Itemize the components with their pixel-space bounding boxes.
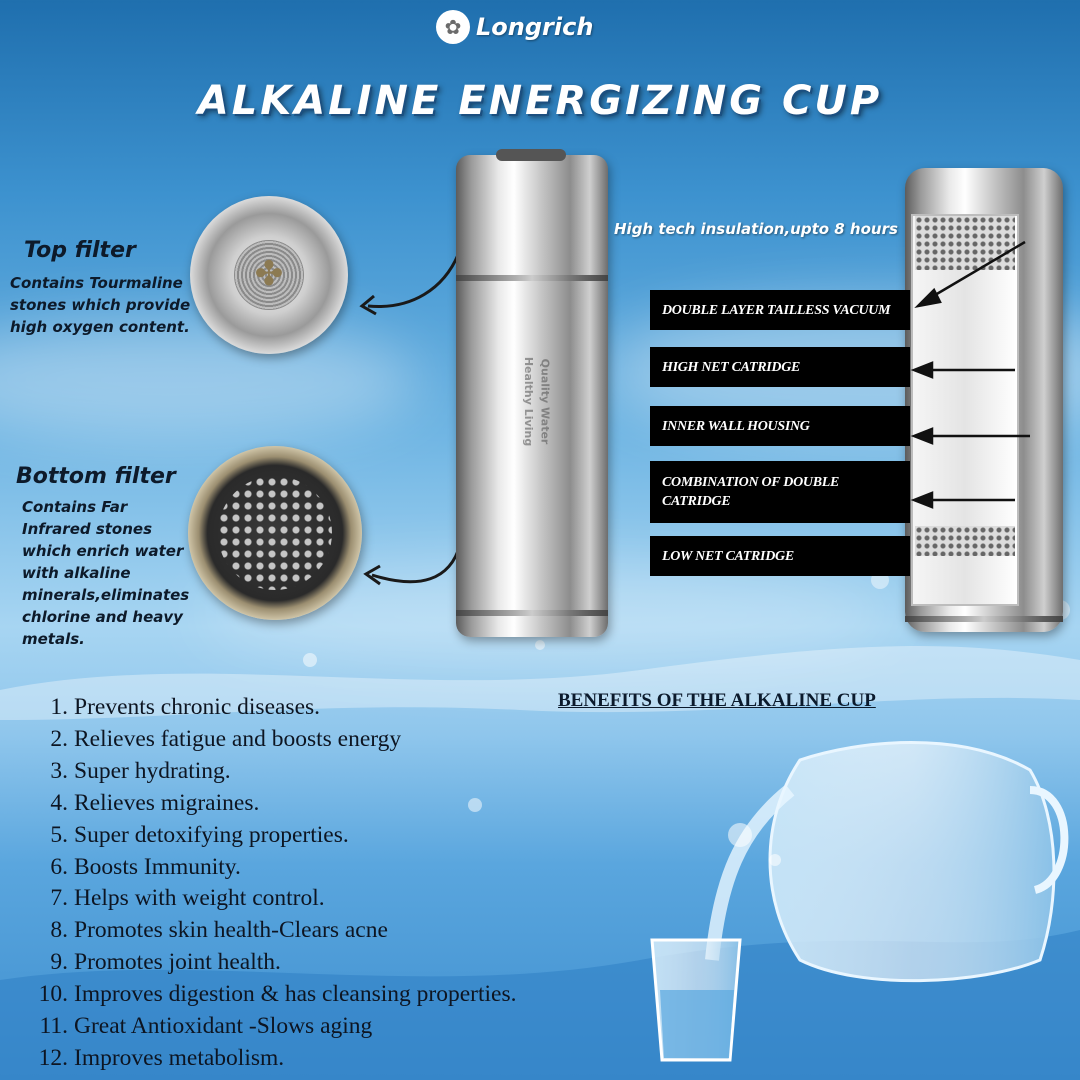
cup-engraving-2: Healthy Living	[522, 356, 536, 447]
list-item: 3. Super hydrating.	[50, 757, 231, 784]
list-item: 4. Relieves migraines.	[50, 789, 260, 816]
benefits-list	[26, 692, 516, 1075]
layer-label-low-net: LOW NET CATRIDGE	[650, 536, 910, 576]
layer-label-high-net: HIGH NET CATRIDGE	[650, 347, 910, 387]
benefits-title: BENEFITS OF THE ALKALINE CUP	[558, 690, 876, 711]
list-item: 9. Promotes joint health.	[50, 949, 281, 976]
layer-label-inner-wall: INNER WALL HOUSING	[650, 406, 910, 446]
list-item: 6. Boosts Immunity.	[50, 853, 241, 880]
page-title: ALKALINE ENERGIZING CUP	[197, 78, 883, 124]
cup-engraving-1: Quality Water	[538, 358, 552, 445]
list-item: 1. Prevents chronic diseases.	[50, 694, 321, 720]
top-filter-description: Contains Tourmaline stones which provide high oxygen content.	[10, 274, 191, 336]
bottom-filter-description: Contains Far Infrared stones which enrich water with alkaline minerals,eliminates chlorine and heavy metals.	[22, 498, 190, 648]
list-item: 11. Great Antioxidant -Slows aging	[39, 1013, 373, 1040]
bottom-filter-heading: Bottom filter	[16, 464, 176, 489]
insulation-note: High tech insulation,upto 8 hours	[614, 220, 898, 238]
list-item: 10. Improves digestion & has cleansing properties.	[38, 981, 517, 1008]
top-filter-heading: Top filter	[24, 238, 136, 263]
list-item: 8. Promotes skin health-Clears acne	[50, 917, 388, 944]
list-item: 7. Helps with weight control.	[50, 885, 325, 912]
layer-label-vacuum: DOUBLE LAYER TAILLESS VACUUM	[650, 290, 910, 330]
clover-emblem-icon: ✤	[254, 254, 284, 294]
list-item: 2. Relieves fatigue and boosts energy	[50, 725, 402, 752]
list-item: 12. Improves metabolism.	[38, 1044, 285, 1071]
brand-name: Longrich	[476, 13, 594, 41]
layer-label-double-cartridge: COMBINATION OF DOUBLE CATRIDGE	[650, 461, 910, 523]
list-item: 5. Super detoxifying properties.	[50, 821, 349, 848]
flower-logo-icon: ✿	[436, 10, 470, 44]
